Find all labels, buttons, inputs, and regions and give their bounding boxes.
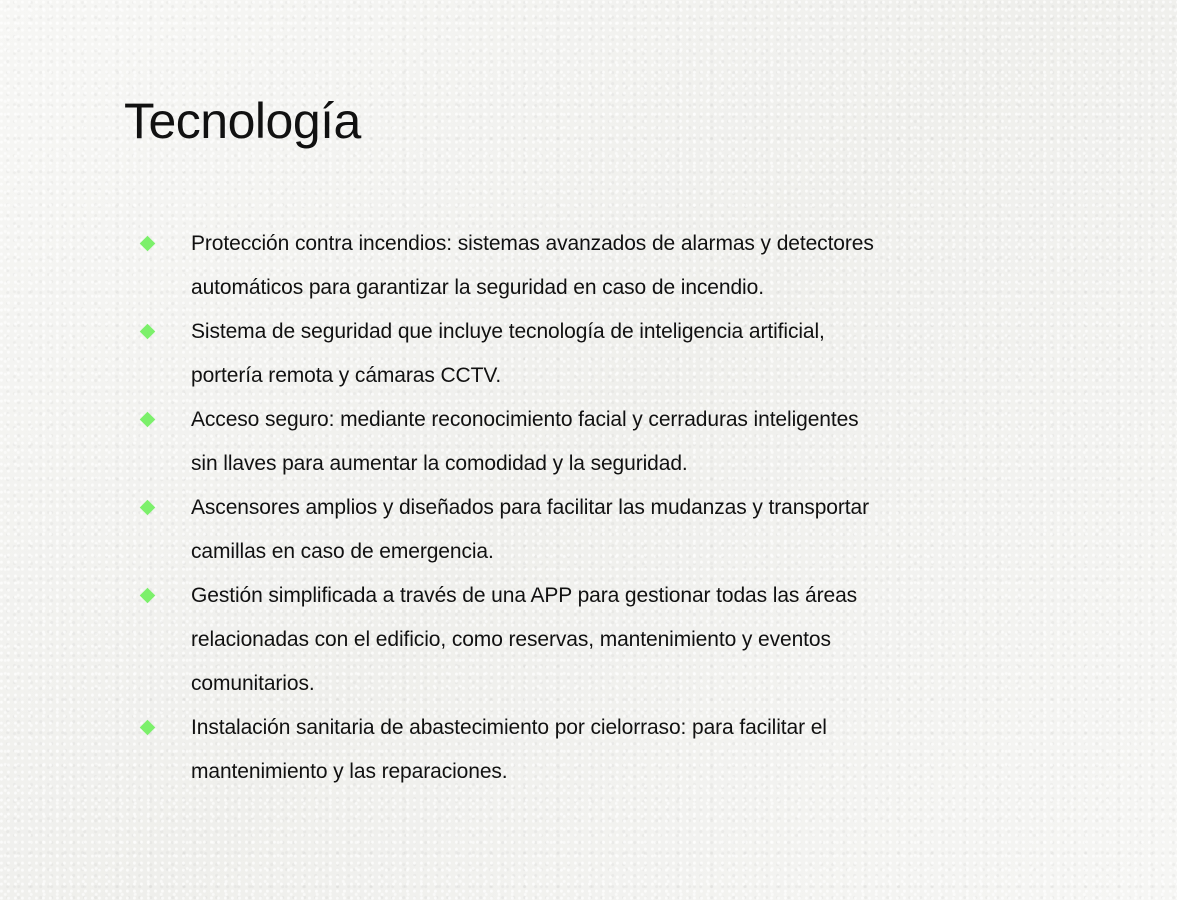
list-item-sanitary-installation — [136, 706, 1016, 794]
list-item-line: mantenimiento y las reparaciones. — [191, 760, 508, 783]
diamond-bullet-icon — [140, 720, 156, 736]
list-item-line: camillas en caso de emergencia. — [191, 540, 494, 563]
list-item-line: Acceso seguro: mediante reconocimiento facial y cerraduras inteligentes — [191, 408, 859, 431]
list-item-line: Ascensores amplios y diseñados para facilitar las mudanzas y transportar — [191, 496, 869, 519]
list-item-line: Gestión simplificada a través de una APP para gestionar todas las áreas — [191, 584, 858, 607]
list-item-line: automáticos para garantizar la seguridad en caso de incendio. — [191, 276, 764, 299]
list-item-line: sin llaves para aumentar la comodidad y la seguridad. — [191, 452, 688, 475]
diamond-bullet-icon — [140, 236, 156, 252]
list-item-fire-protection — [136, 222, 1016, 310]
list-item-secure-access — [136, 398, 1016, 486]
diamond-bullet-icon — [140, 588, 156, 604]
page-title: Tecnología — [124, 93, 361, 149]
list-item-elevators — [136, 486, 1016, 574]
list-item-line: Sistema de seguridad que incluye tecnología de inteligencia artificial, — [191, 320, 825, 343]
list-item-security-system — [136, 310, 1016, 398]
diamond-bullet-icon — [140, 324, 156, 340]
list-item-line: Instalación sanitaria de abastecimiento por cielorraso: para facilitar el — [191, 716, 827, 739]
list-item-line: portería remota y cámaras CCTV. — [191, 364, 502, 387]
list-item-line: Protección contra incendios: sistemas avanzados de alarmas y detectores — [191, 232, 874, 255]
diamond-bullet-icon — [140, 500, 156, 516]
diamond-bullet-icon — [140, 412, 156, 428]
list-item-line: relacionadas con el edificio, como reservas, mantenimiento y eventos — [191, 628, 831, 651]
list-item-line: comunitarios. — [191, 672, 315, 695]
technology-feature-list — [136, 222, 1016, 794]
list-item-app-management — [136, 574, 1016, 706]
